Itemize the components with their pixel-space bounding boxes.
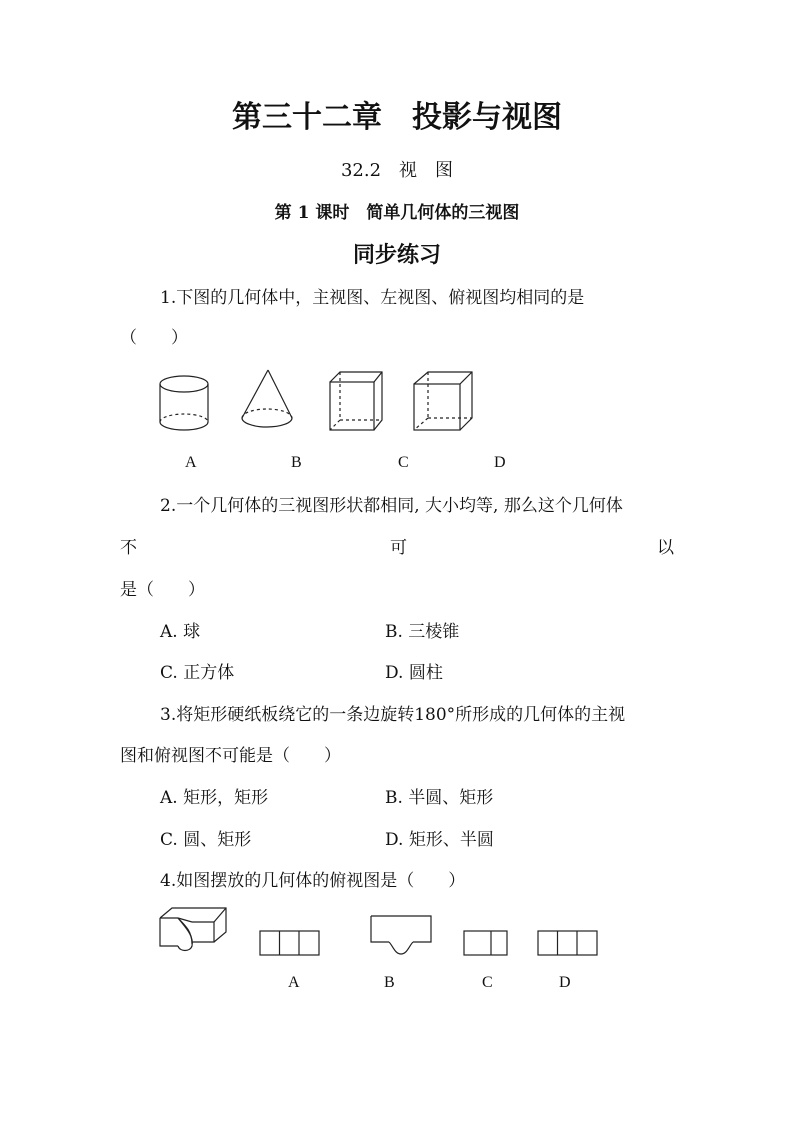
q2-line2-word3: 以 (657, 538, 674, 558)
lesson-title: 第 1 课时 简单几何体的三视图 (274, 203, 520, 223)
q2-stem: 2.一个几何体的三视图形状都相同, 大小均等, 那么这个几何体 (160, 496, 623, 516)
q2-option-d: D. 圆柱 (385, 663, 443, 683)
q3-option-b: B. 半圆、矩形 (385, 788, 494, 808)
q1-label-a: A (185, 454, 197, 471)
q1-label-b: B (291, 454, 302, 471)
q4-label-b: B (384, 974, 395, 991)
q4-label-c: C (482, 974, 493, 991)
cone-icon (238, 366, 300, 436)
q2-line2-word1: 不 (120, 538, 137, 558)
q2-option-a: A. 球 (160, 622, 201, 642)
solid-with-notch-icon (156, 904, 232, 954)
notched-shape-icon (369, 914, 433, 956)
section-title: 32.2 视 图 (340, 160, 454, 181)
chapter-title: 第三十二章 投影与视图 (232, 100, 562, 135)
q4-label-a: A (288, 974, 300, 991)
two-squares-icon (463, 930, 509, 958)
q2-line3: 是（ ） (120, 580, 205, 600)
q3-option-c: C. 圆、矩形 (160, 830, 252, 850)
practice-heading: 同步练习 (352, 243, 441, 268)
q4-stem: 4.如图摆放的几何体的俯视图是（ ） (160, 871, 466, 891)
cuboid-icon (326, 370, 388, 436)
q3-stem: 3.将矩形硬纸板绕它的一条边旋转180°所形成的几何体的主视 (160, 705, 626, 725)
q2-option-c: C. 正方体 (160, 663, 235, 683)
q1-label-c: C (398, 454, 409, 471)
cube-icon (410, 370, 476, 436)
q1-blank: （ ） (120, 328, 188, 348)
q1-label-d: D (494, 454, 506, 471)
q4-option-d-figure (537, 930, 599, 958)
q2-line2-word2: 可 (390, 538, 407, 558)
q3-option-d: D. 矩形、半圆 (385, 830, 494, 850)
q4-option-a-figure (259, 930, 321, 958)
cylinder-icon (156, 372, 216, 436)
q1-stem: 1.下图的几何体中，主视图、左视图、俯视图均相同的是 (160, 288, 585, 308)
q3-line2: 图和俯视图不可能是（ ） (120, 746, 341, 766)
q2-option-b: B. 三棱锥 (385, 622, 460, 642)
q4-label-d: D (559, 974, 571, 991)
q3-option-a: A. 矩形，矩形 (160, 788, 269, 808)
